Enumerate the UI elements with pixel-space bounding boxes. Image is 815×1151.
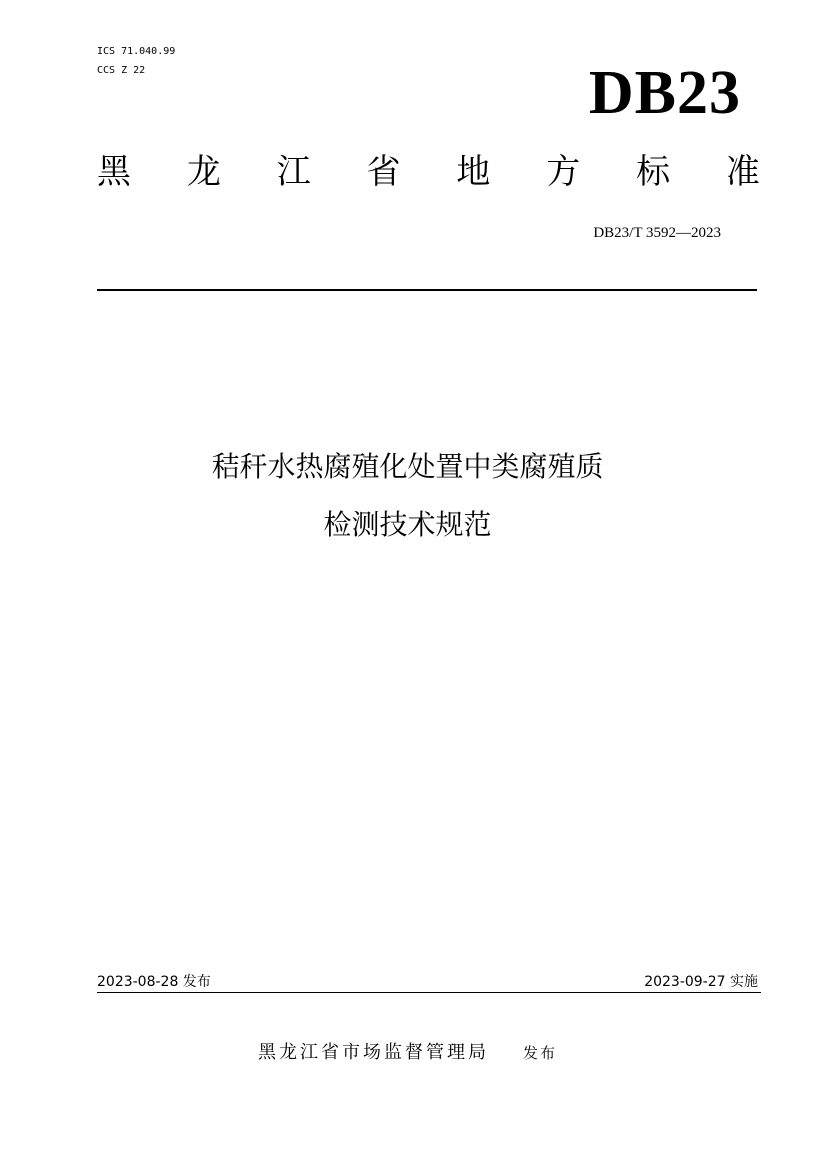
standard-type-char: 地 (456, 152, 491, 192)
implementation-date: 2023-09-27 实施 (644, 974, 758, 990)
publisher-row (0, 1040, 815, 1066)
classification-codes (97, 42, 175, 80)
ics-code: ICS 71.040.99 (97, 46, 176, 57)
publisher-name: 黑龙江省市场监督管理局 (257, 1042, 489, 1063)
ccs-code: CCS Z 22 (97, 65, 146, 76)
standard-type-char: 省 (366, 152, 401, 192)
standard-type-char: 江 (276, 152, 311, 192)
standard-type-heading (97, 148, 760, 196)
standard-number: DB23/T 3592—2023 (593, 225, 721, 241)
header-divider (97, 289, 757, 291)
issue-date: 2023-08-28 发布 (97, 974, 211, 990)
title-line-2: 检测技术规范 (323, 508, 492, 541)
standard-logo: DB23 (588, 59, 741, 127)
standard-type-char: 黑 (97, 152, 131, 192)
document-title (0, 438, 815, 554)
publish-label: 发布 (522, 1044, 557, 1062)
standard-type-char: 龙 (186, 152, 221, 192)
standard-type-char: 准 (725, 152, 760, 192)
footer-divider (97, 992, 761, 993)
title-line-1: 秸秆水热腐殖化处置中类腐殖质 (211, 450, 604, 483)
standard-type-char: 方 (546, 152, 581, 192)
standard-type-char: 标 (636, 152, 671, 192)
